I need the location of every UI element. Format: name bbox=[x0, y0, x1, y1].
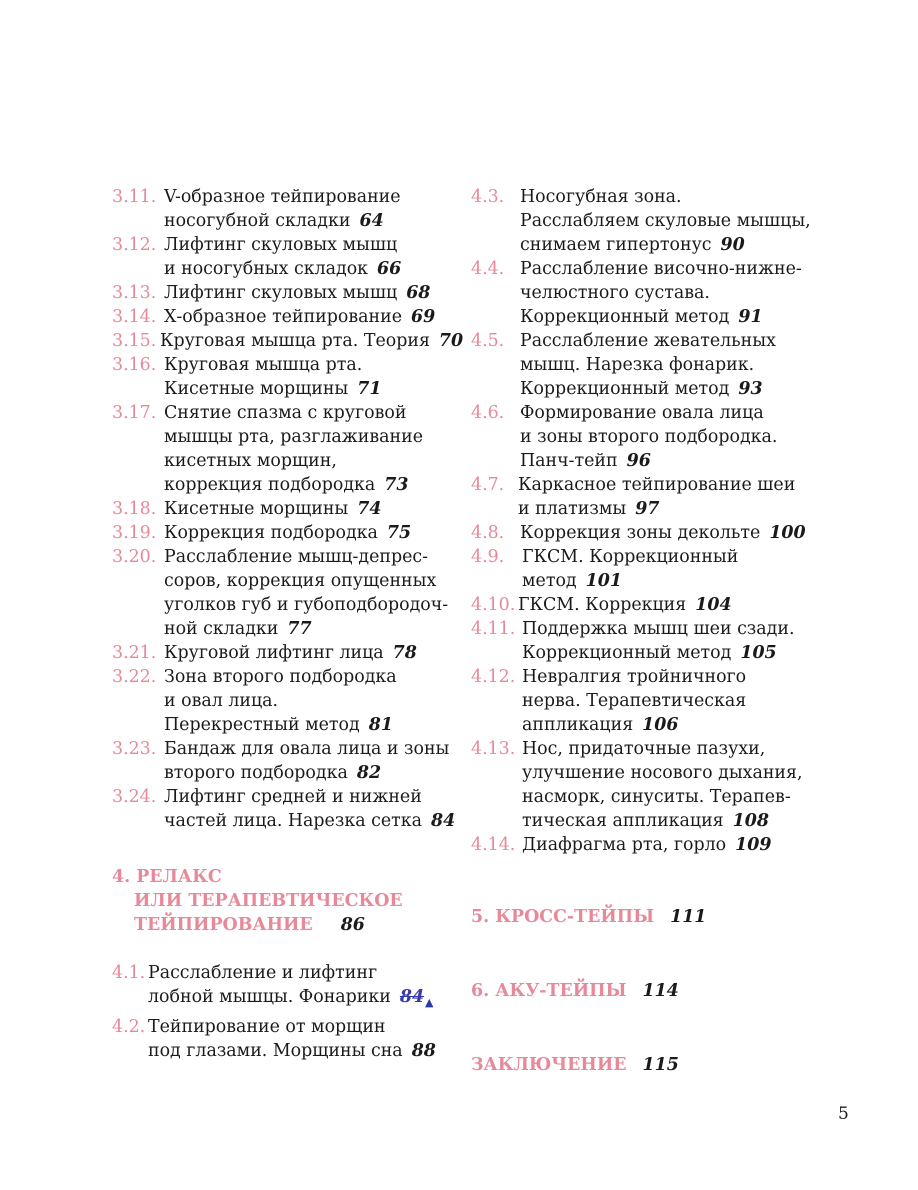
toc-entry[interactable] bbox=[112, 233, 462, 281]
toc-entry-title: Коррекционный метод bbox=[522, 643, 732, 663]
page-number: 5 bbox=[838, 1104, 849, 1124]
toc-entry[interactable] bbox=[112, 329, 462, 353]
toc-entry[interactable] bbox=[471, 473, 811, 521]
toc-entry-title: Лифтинг скуловых мышц bbox=[164, 235, 398, 255]
toc-entry-title: Снятие спазма с круговой bbox=[164, 403, 407, 423]
toc-entry-number: 3.18. bbox=[112, 499, 157, 519]
toc-entry[interactable] bbox=[471, 545, 811, 593]
toc-entry-title: Нос, придаточные пазухи, bbox=[522, 739, 766, 759]
toc-entry-title: мышцы рта, разглаживание bbox=[164, 427, 423, 447]
toc-section-heading[interactable] bbox=[471, 979, 811, 1003]
toc-entry-title: ГКСМ. Коррекционный bbox=[522, 547, 739, 567]
toc-entry-title: насморк, синуситы. Терапев- bbox=[522, 787, 791, 807]
toc-entry[interactable] bbox=[471, 329, 811, 401]
toc-entry-title: Каркасное тейпирование шеи bbox=[518, 475, 796, 495]
toc-entry-page: 108 bbox=[732, 811, 769, 831]
toc-entry-title: ГКСМ. Коррекция bbox=[518, 595, 687, 615]
toc-entry-page: 68 bbox=[406, 283, 431, 303]
toc-entry-title: тическая аппликация bbox=[522, 811, 724, 831]
toc-entry[interactable] bbox=[112, 737, 462, 785]
toc-entry-title: Коррекция подбородка bbox=[164, 523, 378, 543]
toc-entry[interactable] bbox=[471, 665, 811, 737]
toc-entry-title: Панч-тейп bbox=[520, 451, 618, 471]
toc-entry-page: 81 bbox=[368, 715, 393, 735]
toc-entry-number: 3.11. bbox=[112, 187, 157, 207]
toc-entry-title: и зоны второго подбородка. bbox=[520, 427, 778, 447]
toc-entry-title: мышц. Нарезка фонарик. bbox=[520, 355, 755, 375]
toc-entry-page: 84 bbox=[399, 987, 425, 1007]
toc-entry-title: коррекция подбородка bbox=[164, 475, 376, 495]
toc-entry-number: 4.9. bbox=[471, 547, 505, 567]
toc-entry-page: 73 bbox=[384, 475, 409, 495]
toc-entry-title: Лифтинг скуловых мышц bbox=[164, 283, 398, 303]
toc-section-heading[interactable] bbox=[471, 1053, 811, 1077]
toc-entry-page: 97 bbox=[635, 499, 660, 519]
toc-entry-title: снимаем гипертонус bbox=[520, 235, 712, 255]
section-title: 5. КРОСС-ТЕЙПЫ bbox=[471, 907, 655, 927]
toc-entry-title: нерва. Терапевтическая bbox=[522, 691, 747, 711]
toc-entry[interactable] bbox=[112, 545, 462, 641]
toc-entry-page: 101 bbox=[585, 571, 622, 591]
toc-entry[interactable] bbox=[112, 785, 462, 833]
toc-entry-number: 4.5. bbox=[471, 331, 505, 351]
toc-entry-title: Расслабляем скуловые мышцы, bbox=[520, 211, 811, 231]
toc-entry-page: 111 bbox=[670, 907, 707, 927]
toc-entry-page: 106 bbox=[642, 715, 679, 735]
toc-entry-title: Коррекционный метод bbox=[520, 307, 730, 327]
toc-entry-number: 3.24. bbox=[112, 787, 157, 807]
toc-entry-page: 70 bbox=[438, 331, 464, 351]
toc-entry-page: 109 bbox=[735, 835, 772, 855]
toc-entry-title: второго подбородка bbox=[164, 763, 348, 783]
toc-left-column bbox=[112, 185, 462, 1063]
toc-entry-page: 100 bbox=[769, 523, 806, 543]
toc-entry-title: Коррекционный метод bbox=[520, 379, 730, 399]
toc-entry-number: 4.10. bbox=[471, 595, 516, 615]
toc-entry[interactable] bbox=[112, 961, 462, 1015]
toc-entry-title: кисетных морщин, bbox=[164, 451, 337, 471]
toc-entry-title: Лифтинг средней и нижней bbox=[164, 787, 422, 807]
toc-entry-page: 96 bbox=[626, 451, 651, 471]
toc-section-heading[interactable] bbox=[471, 905, 811, 929]
toc-entry-page: 114 bbox=[642, 981, 679, 1001]
toc-entry-title: Расслабление височно-нижне- bbox=[520, 259, 802, 279]
toc-entry[interactable] bbox=[112, 665, 462, 737]
toc-entry[interactable] bbox=[471, 593, 811, 617]
toc-entry-page: 91 bbox=[738, 307, 763, 327]
toc-entry-page: 75 bbox=[386, 523, 412, 543]
toc-entry-number: 4.12. bbox=[471, 667, 516, 687]
toc-entry[interactable] bbox=[471, 521, 811, 545]
toc-entry-number: 3.21. bbox=[112, 643, 157, 663]
toc-entry-title: улучшение носового дыхания, bbox=[522, 763, 803, 783]
toc-entry-title: Носогубная зона. bbox=[520, 187, 682, 207]
toc-entry-number: 4.2. bbox=[112, 1017, 146, 1037]
toc-entry-title: уголков губ и губоподбородоч- bbox=[164, 595, 449, 615]
section-title: 4. РЕЛАКС bbox=[112, 867, 222, 887]
toc-entry-number: 3.20. bbox=[112, 547, 157, 567]
toc-entry-page: 78 bbox=[392, 643, 417, 663]
toc-entry-number: 3.17. bbox=[112, 403, 157, 423]
toc-entry-title: Кисетные морщины bbox=[164, 499, 349, 519]
toc-entry-title: Зона второго подбородка bbox=[164, 667, 397, 687]
toc-entry-title: Расслабление и лифтинг bbox=[148, 963, 378, 983]
toc-entry[interactable] bbox=[471, 737, 811, 833]
toc-entry[interactable] bbox=[112, 305, 462, 329]
toc-entry-title: Диафрагма рта, горло bbox=[522, 835, 727, 855]
toc-entry-title: Бандаж для овала лица и зоны bbox=[164, 739, 450, 759]
toc-entry-title: соров, коррекция опущенных bbox=[164, 571, 437, 591]
toc-entry-number: 3.14. bbox=[112, 307, 157, 327]
toc-entry-title: и овал лица. bbox=[164, 691, 279, 711]
toc-entry-page: 104 bbox=[695, 595, 732, 615]
toc-entry-title: лобной мышцы. Фонарики bbox=[148, 987, 391, 1007]
toc-entry-title: Круговая мышца рта. bbox=[164, 355, 363, 375]
toc-entry-title: Невралгия тройничного bbox=[522, 667, 747, 687]
toc-entry-number: 3.16. bbox=[112, 355, 157, 375]
toc-entry-title: носогубной складки bbox=[164, 211, 351, 231]
toc-entry[interactable] bbox=[112, 497, 462, 521]
toc-entry[interactable] bbox=[112, 521, 462, 545]
toc-entry[interactable] bbox=[471, 617, 811, 665]
toc-entry-title: Кисетные морщины bbox=[164, 379, 349, 399]
toc-entry-page: 115 bbox=[642, 1055, 679, 1075]
toc-entry-page: 90 bbox=[720, 235, 745, 255]
toc-entry-number: 3.12. bbox=[112, 235, 157, 255]
toc-entry-number: 4.7. bbox=[471, 475, 505, 495]
toc-entry-page: 84 bbox=[430, 811, 456, 831]
toc-entry-page: 66 bbox=[377, 259, 402, 279]
toc-entry[interactable] bbox=[112, 185, 462, 233]
toc-entry-number: 4.14. bbox=[471, 835, 516, 855]
toc-section-heading[interactable] bbox=[112, 865, 462, 937]
toc-entry-page: 71 bbox=[357, 379, 382, 399]
toc-entry-number: 4.11. bbox=[471, 619, 516, 639]
section-title: ЗАКЛЮЧЕНИЕ bbox=[471, 1055, 627, 1075]
toc-entry-title: Перекрестный метод bbox=[164, 715, 360, 735]
toc-right-column bbox=[471, 185, 811, 1077]
toc-entry-title: Расслабление жевательных bbox=[520, 331, 776, 351]
toc-entry-title: Поддержка мышц шеи сзади. bbox=[522, 619, 795, 639]
toc-entry[interactable] bbox=[112, 281, 462, 305]
toc-entry[interactable] bbox=[112, 401, 462, 497]
toc-entry[interactable] bbox=[112, 353, 462, 401]
correction-caret-icon: ▲ bbox=[425, 996, 434, 1009]
toc-entry-title: частей лица. Нарезка сетка bbox=[164, 811, 422, 831]
toc-entry-page: 64 bbox=[359, 211, 384, 231]
toc-entry-page: 77 bbox=[287, 619, 312, 639]
toc-entry-title: и носогубных складок bbox=[164, 259, 369, 279]
toc-entry-title: под глазами. Морщины сна bbox=[148, 1041, 403, 1061]
section-title: ТЕЙПИРОВАНИЕ bbox=[134, 915, 313, 935]
toc-entry-number: 3.15. bbox=[112, 331, 157, 351]
toc-entry-number: 4.4. bbox=[471, 259, 505, 279]
toc-entry-number: 3.19. bbox=[112, 523, 157, 543]
toc-entry-page: 88 bbox=[411, 1041, 436, 1061]
toc-entry-number: 4.3. bbox=[471, 187, 505, 207]
toc-entry-title: Круговой лифтинг лица bbox=[164, 643, 384, 663]
toc-entry[interactable] bbox=[112, 641, 462, 665]
toc-entry-page: 93 bbox=[738, 379, 763, 399]
toc-entry-number: 4.6. bbox=[471, 403, 505, 423]
toc-entry-title: метод bbox=[522, 571, 577, 591]
toc-entry-number: 3.22. bbox=[112, 667, 157, 687]
section-title: ИЛИ ТЕРАПЕВТИЧЕСКОЕ bbox=[134, 891, 403, 911]
toc-entry-number: 4.13. bbox=[471, 739, 516, 759]
toc-entry[interactable] bbox=[471, 257, 811, 329]
toc-entry[interactable] bbox=[471, 833, 811, 857]
toc-entry-title: Х-образное тейпирование bbox=[164, 307, 402, 327]
toc-entry-title: V-образное тейпирование bbox=[164, 187, 401, 207]
toc-entry-page: 69 bbox=[410, 307, 436, 327]
toc-entry-page: 105 bbox=[740, 643, 777, 663]
toc-entry[interactable] bbox=[471, 185, 811, 257]
toc-entry-number: 3.13. bbox=[112, 283, 157, 303]
toc-entry-title: Формирование овала лица bbox=[520, 403, 764, 423]
toc-entry-title: Круговая мышца рта. Теория bbox=[160, 331, 430, 351]
toc-entry-page: 82 bbox=[356, 763, 382, 783]
toc-entry-title: Тейпирование от морщин bbox=[148, 1017, 386, 1037]
toc-entry-title: Расслабление мышц-депрес- bbox=[164, 547, 429, 567]
toc-entry-number: 3.23. bbox=[112, 739, 157, 759]
toc-entry-title: и платизмы bbox=[518, 499, 627, 519]
toc-entry[interactable] bbox=[471, 401, 811, 473]
toc-entry-number: 4.8. bbox=[471, 523, 505, 543]
toc-entry-page: 86 bbox=[340, 915, 365, 935]
toc-entry[interactable] bbox=[112, 1015, 462, 1063]
toc-entry-title: аппликация bbox=[522, 715, 634, 735]
toc-entry-page: 74 bbox=[357, 499, 382, 519]
toc-entry-title: челюстного сустава. bbox=[520, 283, 710, 303]
toc-entry-number: 4.1. bbox=[112, 963, 146, 983]
toc-entry-title: Коррекция зоны декольте bbox=[520, 523, 761, 543]
toc-entry-title: ной складки bbox=[164, 619, 279, 639]
section-title: 6. АКУ-ТЕЙПЫ bbox=[471, 981, 627, 1001]
